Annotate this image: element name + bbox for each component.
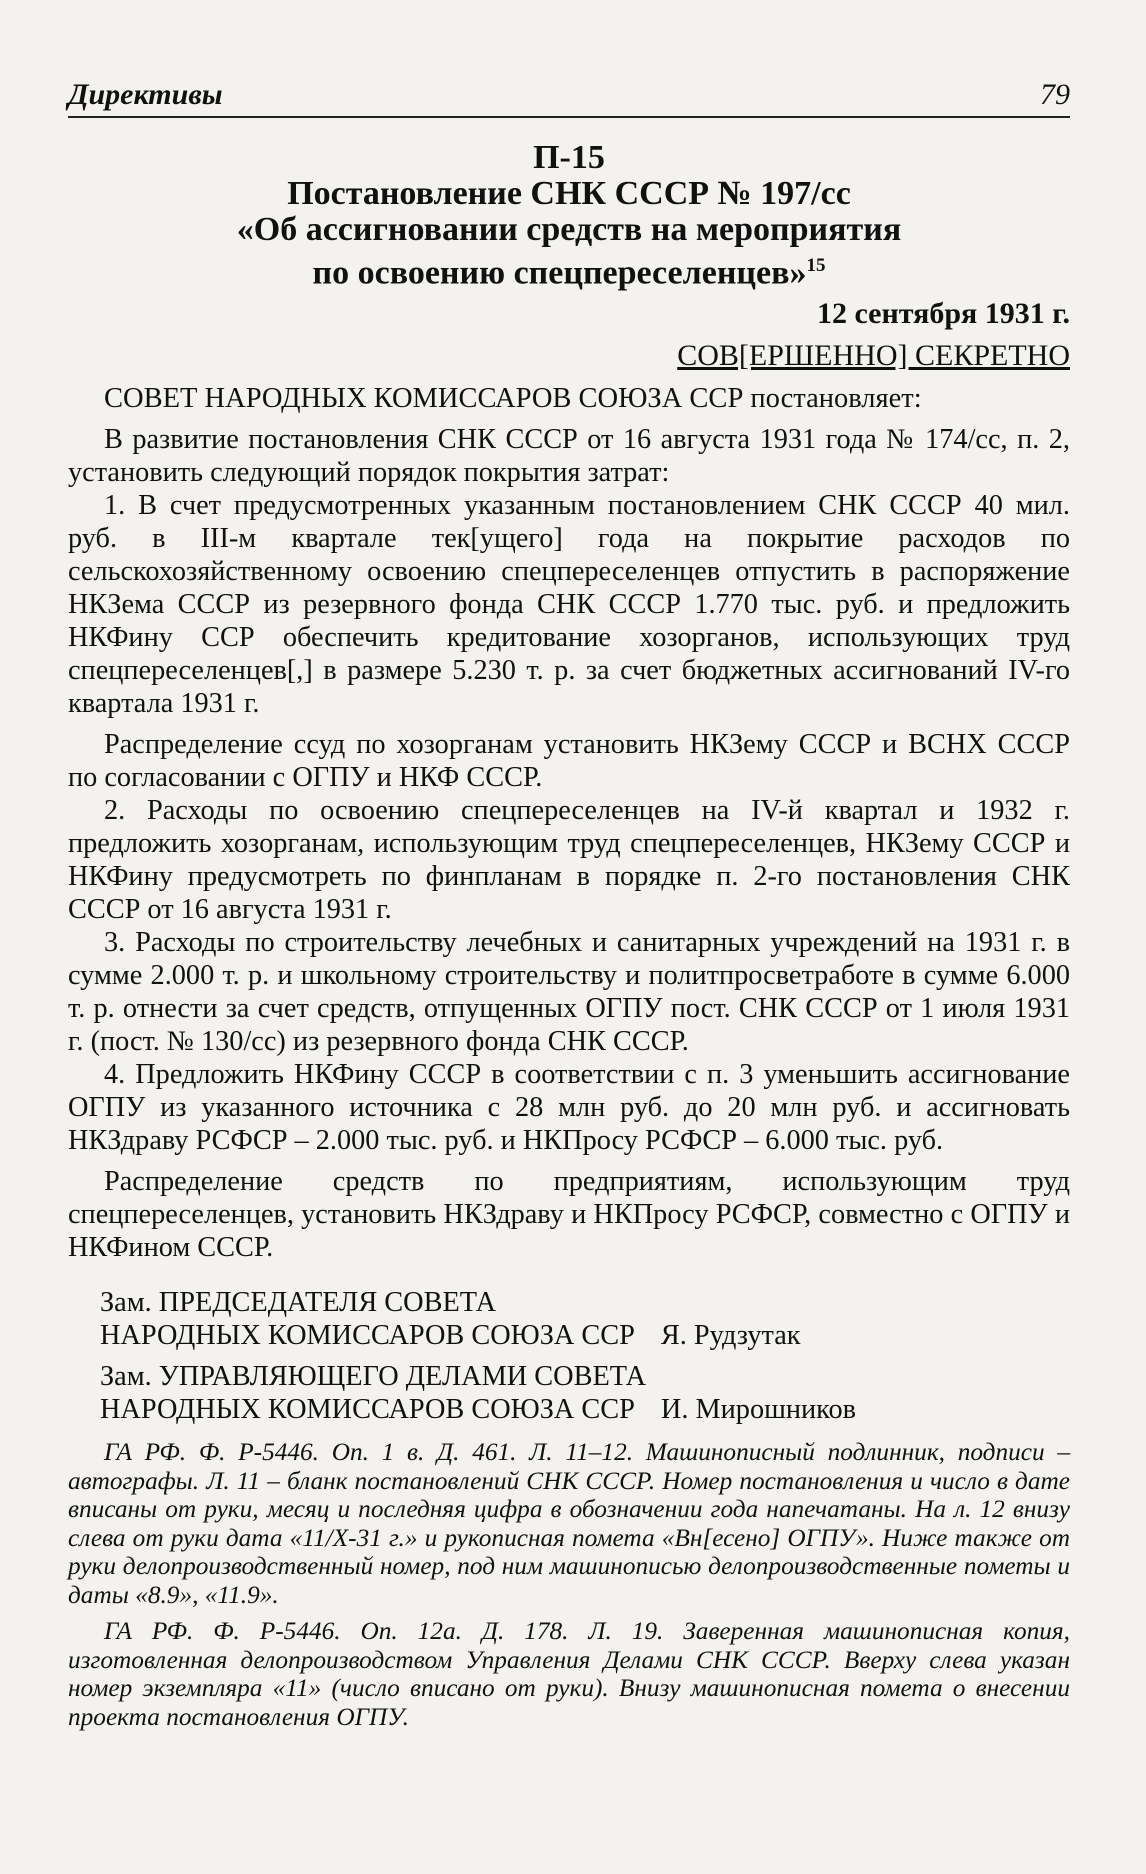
classification-stamp: СОВ[ЕРШЕННО] СЕКРЕТНО <box>677 339 1070 373</box>
archive-notes <box>68 1438 1070 1731</box>
footnote-ref: 15 <box>806 255 826 276</box>
title-line-1: Постановление СНК СССР № 197/сс <box>287 175 851 212</box>
paragraph: 2. Расходы по освоению спецпереселенцев на IV-й квартал и 1932 г. предложить хозорганам, использующим труд спецпереселенцев, НКЗему СССР и НКФину предусмотреть по финпланам в порядке п. 2-го постановления СНК СССР от 16 августа 1931 г. <box>68 795 1070 926</box>
signatory-name: Я. Рудзутак <box>660 1320 801 1352</box>
signature-org: НАРОДНЫХ КОМИССАРОВ СОЮЗА ССР <box>100 1320 635 1352</box>
preamble: СОВЕТ НАРОДНЫХ КОМИССАРОВ СОЮЗА ССР постановляет: <box>104 383 922 415</box>
running-header <box>68 78 1070 118</box>
signature-org: НАРОДНЫХ КОМИССАРОВ СОЮЗА ССР <box>100 1394 635 1426</box>
signature-block <box>100 1360 1070 1426</box>
paragraph: 4. Предложить НКФину СССР в соответствии с п. 3 уменьшить ассигнование ОГПУ из указанного источника с 28 млн руб. до 20 млн руб. и ассигновать НКЗдраву РСФСР – 2.000 тыс. руб. и НКПросу РСФСР – 6.000 тыс. руб. <box>68 1059 1070 1157</box>
title-line-3-text: по освоению спецпереселенцев» <box>312 254 807 292</box>
signatures <box>68 1286 1070 1426</box>
archive-note: ГА РФ. Ф. Р-5446. Оп. 12а. Д. 178. Л. 19. Заверенная машинописная копия, изготовленная делопроизводством Управления Делами СНК СССР. Вверху слева указан номер экземпляра «11» (число вписано от руки). Внизу машинописная помета о внесении проекта постановления ОГПУ. <box>68 1617 1070 1731</box>
signature-title-line <box>100 1393 1070 1426</box>
paragraph: Распределение средств по предприятиям, использующим труд спецпереселенцев, установить НКЗдраву и НКПросу РСФСР, совместно с ОГПУ и НКФином СССР. <box>68 1166 1070 1264</box>
document-body <box>68 423 1070 1264</box>
paragraph: 3. Расходы по строительству лечебных и санитарных учреждений на 1931 г. в сумме 2.000 т. р. и школьному строительству и политпросветработе в сумме 6.000 т. р. отнести за счет средств, отпущенных ОГПУ пост. СНК СССР от 1 июля 1931 г. (пост. № 130/сс) из резервного фонда СНК СССР. <box>68 927 1070 1058</box>
document-code: П-15 <box>533 139 605 176</box>
paragraph: В развитие постановления СНК СССР от 16 августа 1931 года № 174/сс, п. 2, установить следующий порядок покрытия затрат: <box>68 424 1070 489</box>
signature-block <box>100 1286 1070 1352</box>
title-line-2: «Об ассигновании средств на мероприятия <box>236 211 902 248</box>
archive-note: ГА РФ. Ф. Р-5446. Оп. 1 в. Д. 461. Л. 11–12. Машинописный подлинник, подписи – автографы. Л. 11 – бланк постановлений СНК СССР. Номер постановления и число в дате вписаны от руки, месяц и последняя цифра в обозначении года напечатаны. На л. 12 внизу слева от руки дата «11/X-31 г.» и рукописная помета «Вн[есено] ОГПУ». Ниже также от руки делопроизводственный номер, под ним машинописью делопроизводственные пометы и даты «8.9», «11.9». <box>68 1438 1070 1609</box>
document-date: 12 сентября 1931 г. <box>816 297 1070 331</box>
paragraph: 1. В счет предусмотренных указанным постановлением СНК СССР 40 мил. руб. в III-м квартале тек[ущего] года на покрытие расходов по сельскохозяйственному освоению спецпереселенцев отпустить в распоряжение НКЗема СССР из резервного фонда СНК СССР 1.770 тыс. руб. и предложить НКФину ССР обеспечить кредитование хозорганов, использующих труд спецпереселенцев[,] в размере 5.230 т. р. за счет бюджетных ассигнований IV-го квартала 1931 г. <box>68 490 1070 720</box>
signature-title-line <box>100 1319 1070 1352</box>
signatory-name: И. Мирошников <box>660 1394 856 1426</box>
signature-title-line: Зам. УПРАВЛЯЮЩЕГО ДЕЛАМИ СОВЕТА <box>100 1361 647 1393</box>
document-title <box>68 140 1070 291</box>
page-number: 79 <box>1040 78 1070 111</box>
signature-title-line: Зам. ПРЕДСЕДАТЕЛЯ СОВЕТА <box>100 1287 497 1319</box>
paragraph: Распределение ссуд по хозорганам установить НКЗему СССР и ВСНХ СССР по согласовании с ОГПУ и НКФ СССР. <box>68 729 1070 794</box>
section-title: Директивы <box>68 78 223 111</box>
title-line-3 <box>68 248 1070 291</box>
